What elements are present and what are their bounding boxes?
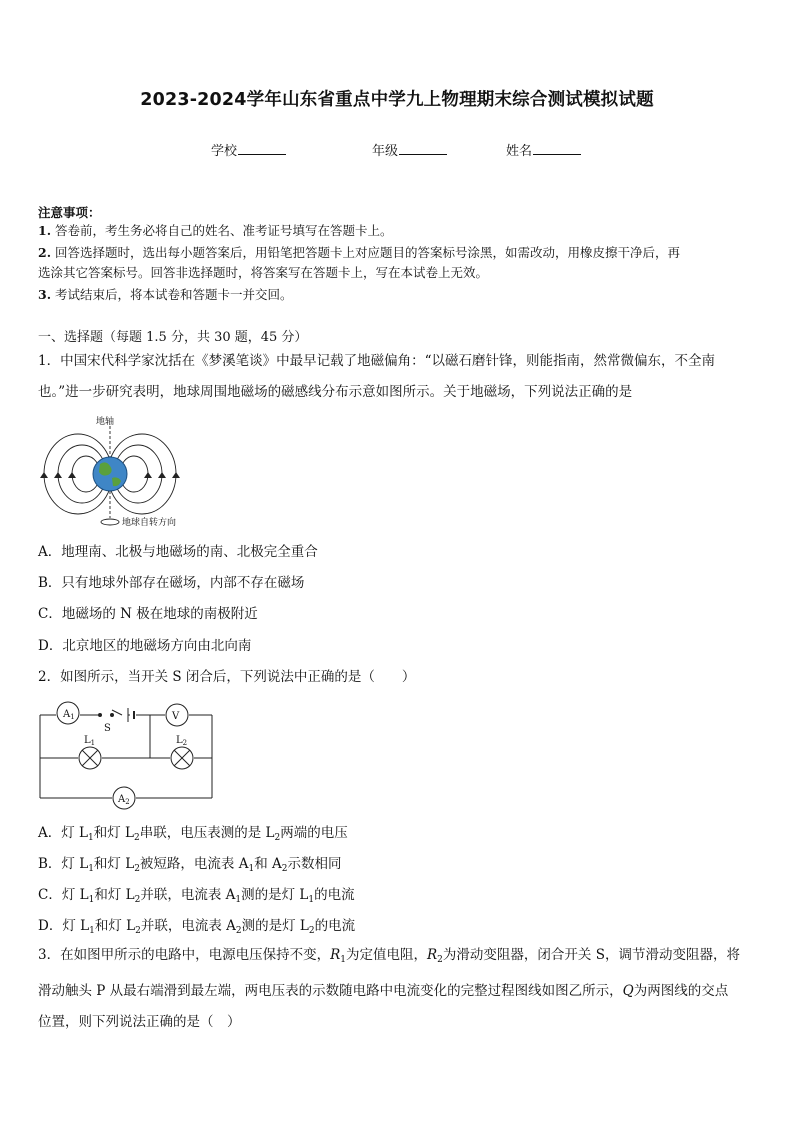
switch-label: S	[104, 723, 111, 734]
notice-text: 回答选择题时，选出每小题答案后，用铅笔把答题卡上对应题目的答案标号涂黑，如需改动，用橡皮擦干净后，再	[55, 245, 681, 260]
question-2-stem: 2．如图所示，当开关 S 闭合后，下列说法中正确的是（ ）	[38, 669, 416, 685]
notice-text-cont: 选涂其它答案标号。回答非选择题时，将答案写在答题卡上，写在本试卷上无效。	[38, 265, 489, 280]
notice-heading: 注意事项：	[38, 205, 101, 220]
lamp-l1-label: $L_1$	[84, 735, 96, 747]
q1-option-b[interactable]: B．只有地球外部存在磁场，内部不存在磁场	[38, 575, 305, 591]
name-blank[interactable]	[533, 142, 581, 155]
voltmeter-label: V	[172, 711, 180, 722]
grade-label: 年级	[372, 144, 399, 159]
ammeter-a1-label: $A_1$	[63, 709, 75, 721]
name-field[interactable]	[506, 140, 581, 159]
ammeter-a2-label: $A_2$	[118, 794, 130, 806]
page-title: 2023-2024学年山东省重点中学九上物理期末综合测试模拟试题	[140, 90, 654, 110]
school-label: 学校	[211, 144, 238, 159]
q2-option-c[interactable]: C．灯 $L_1$和灯 $L_2$并联，电流表 $A_1$测的是灯 $L_1$的电流	[38, 887, 355, 905]
notice-num: 1.	[38, 223, 52, 238]
circuit-figure	[40, 700, 215, 810]
q1-option-a[interactable]: A．地理南、北极与地磁场的南、北极完全重合	[38, 544, 318, 560]
school-blank[interactable]	[238, 142, 286, 155]
school-field[interactable]	[211, 140, 286, 159]
notice-num: 3.	[38, 287, 52, 302]
grade-field[interactable]	[372, 140, 447, 159]
q1-option-d[interactable]: D．北京地区的地磁场方向由北向南	[38, 638, 252, 654]
question-3-stem: 3．在如图甲所示的电路中，电源电压保持不变，$R_1$为定值电阻，$R_2$为滑动变阻器，闭合开关 S，调节滑动变阻器，将 滑动触头 P 从最右端滑到最左端，两电压表的示数随电路中电流变化的完整过程图线如图乙所示，Q为两图线的交点 位置，则下列说法正确的是（ ）	[38, 947, 740, 1030]
lamp-l2-label: $L_2$	[176, 735, 188, 747]
q2-option-a[interactable]: A．灯 $L_1$和灯 $L_2$串联，电压表测的是 $L_2$两端的电压	[38, 825, 348, 843]
q2-option-b[interactable]: B．灯 $L_1$和灯 $L_2$被短路，电流表 $A_1$和 $A_2$示数相同	[38, 856, 342, 874]
rotation-label: 地球自转方向	[122, 518, 177, 528]
notice-text: 考试结束后，将本试卷和答题卡一并交回。	[55, 287, 293, 302]
name-label: 姓名	[506, 144, 533, 159]
q2-option-d[interactable]: D．灯 $L_1$和灯 $L_2$并联，电流表 $A_2$测的是灯 $L_2$的电流	[38, 918, 356, 936]
q1-line-1: 1．中国宋代科学家沈括在《梦溪笔谈》中最早记载了地磁偏角：“以磁石磨针锋，则能指南，然常微偏东，不全南	[38, 353, 715, 369]
axis-label: 地轴	[96, 417, 115, 427]
question-1-stem	[38, 346, 758, 408]
section-heading: 一、选择题（每题 1.5 分，共 30 题，45 分）	[38, 330, 308, 345]
notice-item-2	[38, 243, 758, 283]
notice-num: 2.	[38, 245, 52, 260]
q1-option-c[interactable]: C．地磁场的 N 极在地球的南极附近	[38, 606, 258, 622]
notice-text: 答卷前，考生务必将自己的姓名、准考证号填写在答题卡上。	[55, 223, 393, 238]
geomagnetic-field-figure	[40, 412, 180, 532]
q1-line-2: 也。”进一步研究表明，地球周围地磁场的磁感线分布示意如图所示。关于地磁场，下列说法正确的是	[38, 384, 633, 400]
notice-item-3	[38, 285, 758, 305]
grade-blank[interactable]	[399, 142, 447, 155]
notice-item-1	[38, 221, 758, 241]
